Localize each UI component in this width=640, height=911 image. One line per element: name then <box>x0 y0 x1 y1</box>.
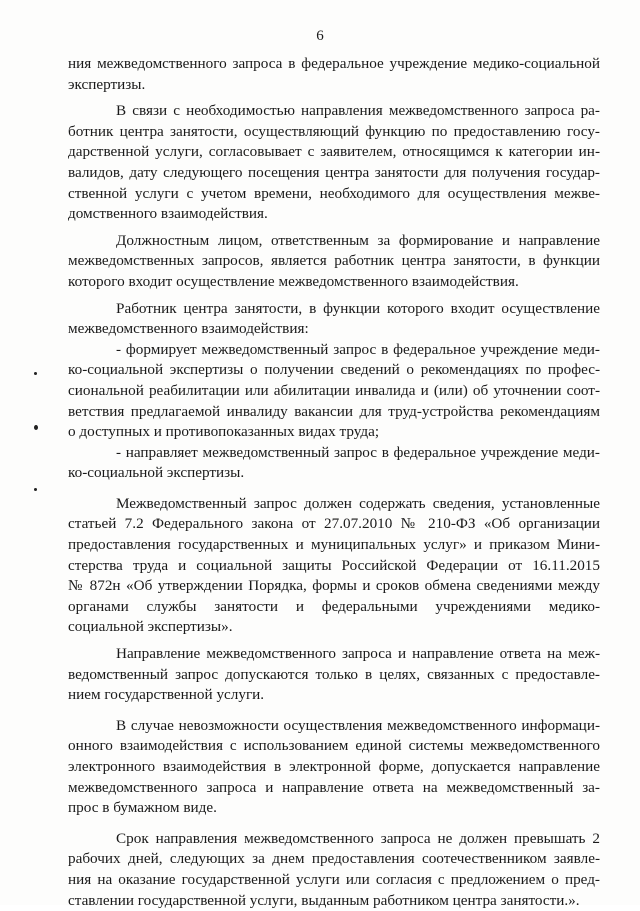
text-line: которого входит осуществление межведомственного взаимодействия. <box>68 272 519 290</box>
text-line: предоставления государственных и муниципальных услуг» и приказом Мини- <box>68 536 600 554</box>
text-line: ставлении государственной услуги, выданным работником центра занятости.». <box>68 891 580 909</box>
text-line: межведомственных запросов, является работник центра занятости, в функции <box>68 252 600 270</box>
text-line: онного взаимодействия с использованием единой системы межведомственного <box>68 737 600 755</box>
text-line: Должностным лицом, ответственным за формирование и направление <box>116 231 600 249</box>
text-line: социальной экспертизы». <box>68 618 233 636</box>
scan-mark <box>34 488 37 491</box>
text-line: ботник центра занятости, осуществляющий функцию по предоставлению госу- <box>68 122 600 140</box>
text-line: № 872н «Об утверждении Порядка, формы и сроков обмена сведениями между <box>68 577 600 595</box>
text-line: - формирует межведомственный запрос в федеральное учреждение меди- <box>116 340 600 358</box>
text-line: ко-социальной экспертизы о получении сведений о рекомендациях по профес- <box>68 361 600 379</box>
text-line: межведомственного запроса и направление ответа на межведомственный за- <box>68 778 600 796</box>
text-line: электронного взаимодействия в электронной форме, допускается направление <box>68 758 600 775</box>
text-line: прос в бумажном виде. <box>68 799 217 817</box>
scan-mark <box>34 425 38 430</box>
scan-mark <box>34 372 37 375</box>
text-line: нием государственной услуги. <box>68 686 265 704</box>
text-line: Срок направления межведомственного запроса не должен превышать 2 <box>116 829 600 847</box>
text-line: домственного взаимодействия. <box>68 205 268 223</box>
text-line: ко-социальной экспертизы. <box>68 464 245 482</box>
text-line: стерства труда и социальной защиты Российской Федерации от 16.11.2015 <box>68 556 600 574</box>
text-line: ния межведомственного запроса в федеральное учреждение медико-социальной <box>68 55 600 72</box>
text-line: В связи с необходимостью направления межведомственного запроса ра- <box>116 102 600 120</box>
text-line: ственной услуги с учетом времени, необходимого для осуществления межве- <box>68 184 600 202</box>
text-line: дарственной услуги, согласовывает с заявителем, относящимся к категории ин- <box>68 143 600 161</box>
text-line: экспертизы. <box>68 75 146 93</box>
text-line: рабочих дней, следующих за днем предоставления соотечественником заявле- <box>68 850 600 868</box>
text-line: о доступных и противопоказанных видах труда; <box>68 423 380 441</box>
text-line: Работник центра занятости, в функции которого входит осуществление <box>116 299 600 317</box>
page-number: 6 <box>316 28 324 44</box>
text-line: сиональной реабилитации или абилитации инвалида и (или) об уточнении соот- <box>68 381 600 399</box>
text-line: межведомственного взаимодействия: <box>68 320 309 338</box>
text-line: Направление межведомственного запроса и направление ответа на меж- <box>116 645 600 663</box>
text-line: В случае невозможности осуществления межведомственного информаци- <box>116 716 600 734</box>
text-line: ведомственный запрос допускаются только в целях, связанных с предоставле- <box>68 665 600 683</box>
document-body <box>68 54 600 911</box>
text-line: валидов, дату следующего посещения центра занятости для получения государ- <box>68 163 600 181</box>
text-line: органами службы занятости и федеральными учреждениями медико- <box>68 597 600 615</box>
text-line: статьей 7.2 Федерального закона от 27.07.2010 № 210-ФЗ «Об организации <box>68 515 600 533</box>
text-line: ветствия предлагаемой инвалиду вакансии для труд-устройства рекомендациям <box>68 402 600 420</box>
text-line: - направляет межведомственный запрос в федеральное учреждение меди- <box>116 443 600 461</box>
text-line: ния на оказание государственной услуги или согласия с предложением о пред- <box>68 870 600 888</box>
text-line: Межведомственный запрос должен содержать сведения, установленные <box>116 494 600 512</box>
